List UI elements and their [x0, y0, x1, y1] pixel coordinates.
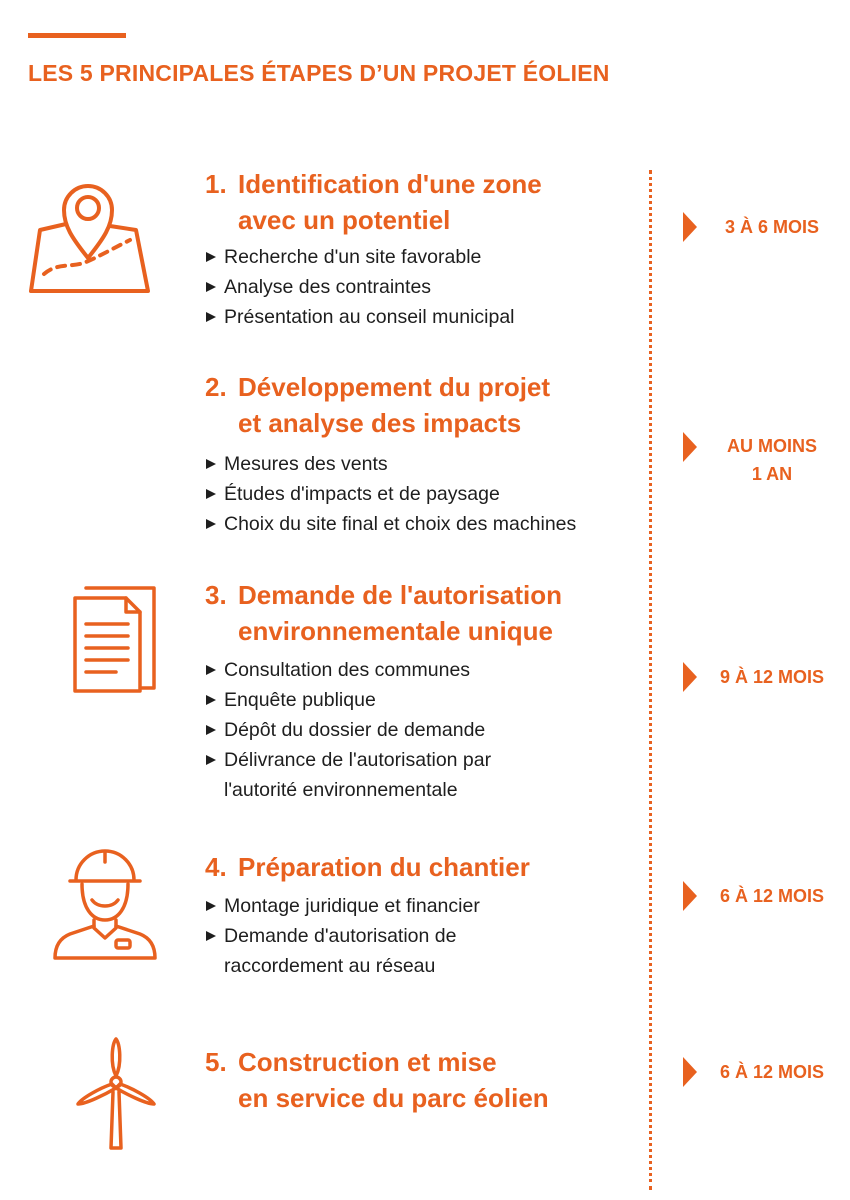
chevron-right-icon	[683, 432, 697, 462]
chevron-right-icon	[683, 1057, 697, 1087]
list-item: Enquête publique	[205, 685, 645, 715]
list-item: Présentation au conseil municipal	[205, 302, 645, 332]
step-3	[205, 577, 645, 805]
duration-step-3: 9 À 12 MOIS	[683, 662, 843, 692]
wind-turbine-icon	[74, 1036, 158, 1152]
chevron-right-icon	[683, 881, 697, 911]
list-item: Analyse des contraintes	[205, 272, 645, 302]
duration-step-2: AU MOINS 1 AN	[683, 432, 843, 488]
step-bullet-list	[205, 242, 645, 332]
chevron-right-icon	[683, 662, 697, 692]
worker-icon	[50, 848, 160, 960]
list-item: Délivrance de l'autorisation par l'autorité environnementale	[205, 745, 645, 805]
list-item: Mesures des vents	[205, 449, 645, 479]
step-bullet-list	[205, 655, 645, 805]
step-title: 5. Construction et mise en service du parc éolien	[205, 1047, 549, 1113]
step-4	[205, 849, 645, 981]
duration-step-4: 6 À 12 MOIS	[683, 881, 843, 911]
step-bullet-list	[205, 449, 645, 539]
duration-step-1: 3 À 6 MOIS	[683, 212, 843, 242]
step-title: 4. Préparation du chantier	[205, 852, 530, 882]
list-item: Études d'impacts et de paysage	[205, 479, 645, 509]
top-accent-rule	[28, 33, 126, 38]
document-icon	[72, 584, 158, 694]
list-item: Montage juridique et financier	[205, 891, 645, 921]
list-item: Dépôt du dossier de demande	[205, 715, 645, 745]
list-item: Choix du site final et choix des machines	[205, 509, 645, 539]
list-item: Consultation des communes	[205, 655, 645, 685]
step-1	[205, 166, 645, 332]
step-title: 3. Demande de l'autorisation environnementale unique	[205, 580, 563, 646]
list-item: Demande d'autorisation de raccordement au réseau	[205, 921, 645, 981]
chevron-right-icon	[683, 212, 697, 242]
step-title: 2. Développement du projet et analyse des impacts	[205, 372, 551, 438]
list-item: Recherche d'un site favorable	[205, 242, 645, 272]
step-title: 1. Identification d'une zone avec un potentiel	[205, 169, 542, 235]
map-pin-icon	[28, 176, 152, 296]
duration-step-5: 6 À 12 MOIS	[683, 1057, 843, 1087]
step-5	[205, 1044, 645, 1116]
step-2	[205, 369, 645, 539]
step-bullet-list	[205, 891, 645, 981]
page-title: LES 5 PRINCIPALES ÉTAPES D’UN PROJET ÉOLIEN	[28, 60, 610, 86]
timeline-dotted-line	[649, 170, 652, 1190]
